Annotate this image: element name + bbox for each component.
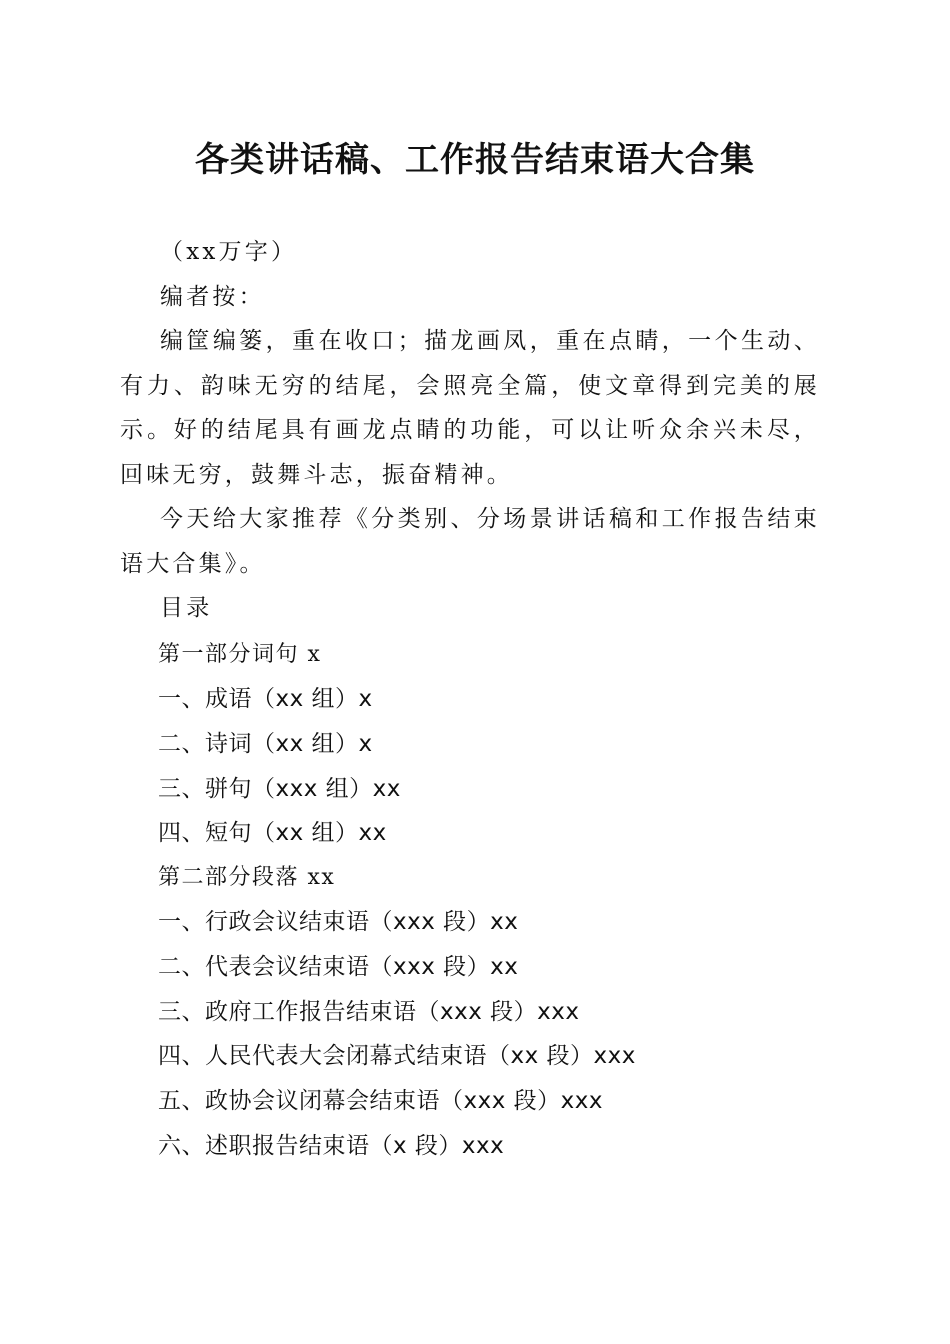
document-title: 各类讲话稿、工作报告结束语大合集 bbox=[195, 140, 755, 180]
toc-entry: 一、成语（xx 组）x bbox=[158, 686, 373, 712]
toc-entry: 五、政协会议闭幕会结束语（xxx 段）xxx bbox=[158, 1088, 603, 1114]
toc-entry: 三、骈句（xxx 组）xx bbox=[158, 776, 401, 802]
recommendation-paragraph: 今天给大家推荐《分类别、分场景讲话稿和工作报告结束语大合集》。 bbox=[120, 506, 820, 577]
toc-entry: 四、短句（xx 组）xx bbox=[158, 820, 387, 846]
editor-note-label: 编者按： bbox=[160, 283, 265, 310]
toc-part-heading: 第二部分段落 xx bbox=[158, 865, 336, 890]
document-body bbox=[120, 230, 820, 631]
toc-heading: 目录 bbox=[160, 595, 213, 621]
word-count-note: （xx万字） bbox=[160, 239, 298, 265]
intro-paragraph: 编筐编篓，重在收口；描龙画凤，重在点睛，一个生动、有力、韵味无穷的结尾，会照亮全篇，使文章得到完美的展示。好的结尾具有画龙点睛的功能，可以让听众余兴未尽，回味无穷，鼓舞斗志，振奋精神。 bbox=[120, 328, 820, 488]
toc-entry: 六、述职报告结束语（x 段）xxx bbox=[158, 1133, 505, 1159]
toc-part-heading: 第一部分词句 x bbox=[158, 642, 322, 667]
toc-entry: 一、行政会议结束语（xxx 段）xx bbox=[158, 909, 519, 935]
toc-entry: 三、政府工作报告结束语（xxx 段）xxx bbox=[158, 999, 580, 1025]
toc-entry: 四、人民代表大会闭幕式结束语（xx 段）xxx bbox=[158, 1043, 636, 1069]
toc-entry: 二、诗词（xx 组）x bbox=[158, 731, 373, 757]
toc-entry: 二、代表会议结束语（xxx 段）xx bbox=[158, 954, 519, 980]
